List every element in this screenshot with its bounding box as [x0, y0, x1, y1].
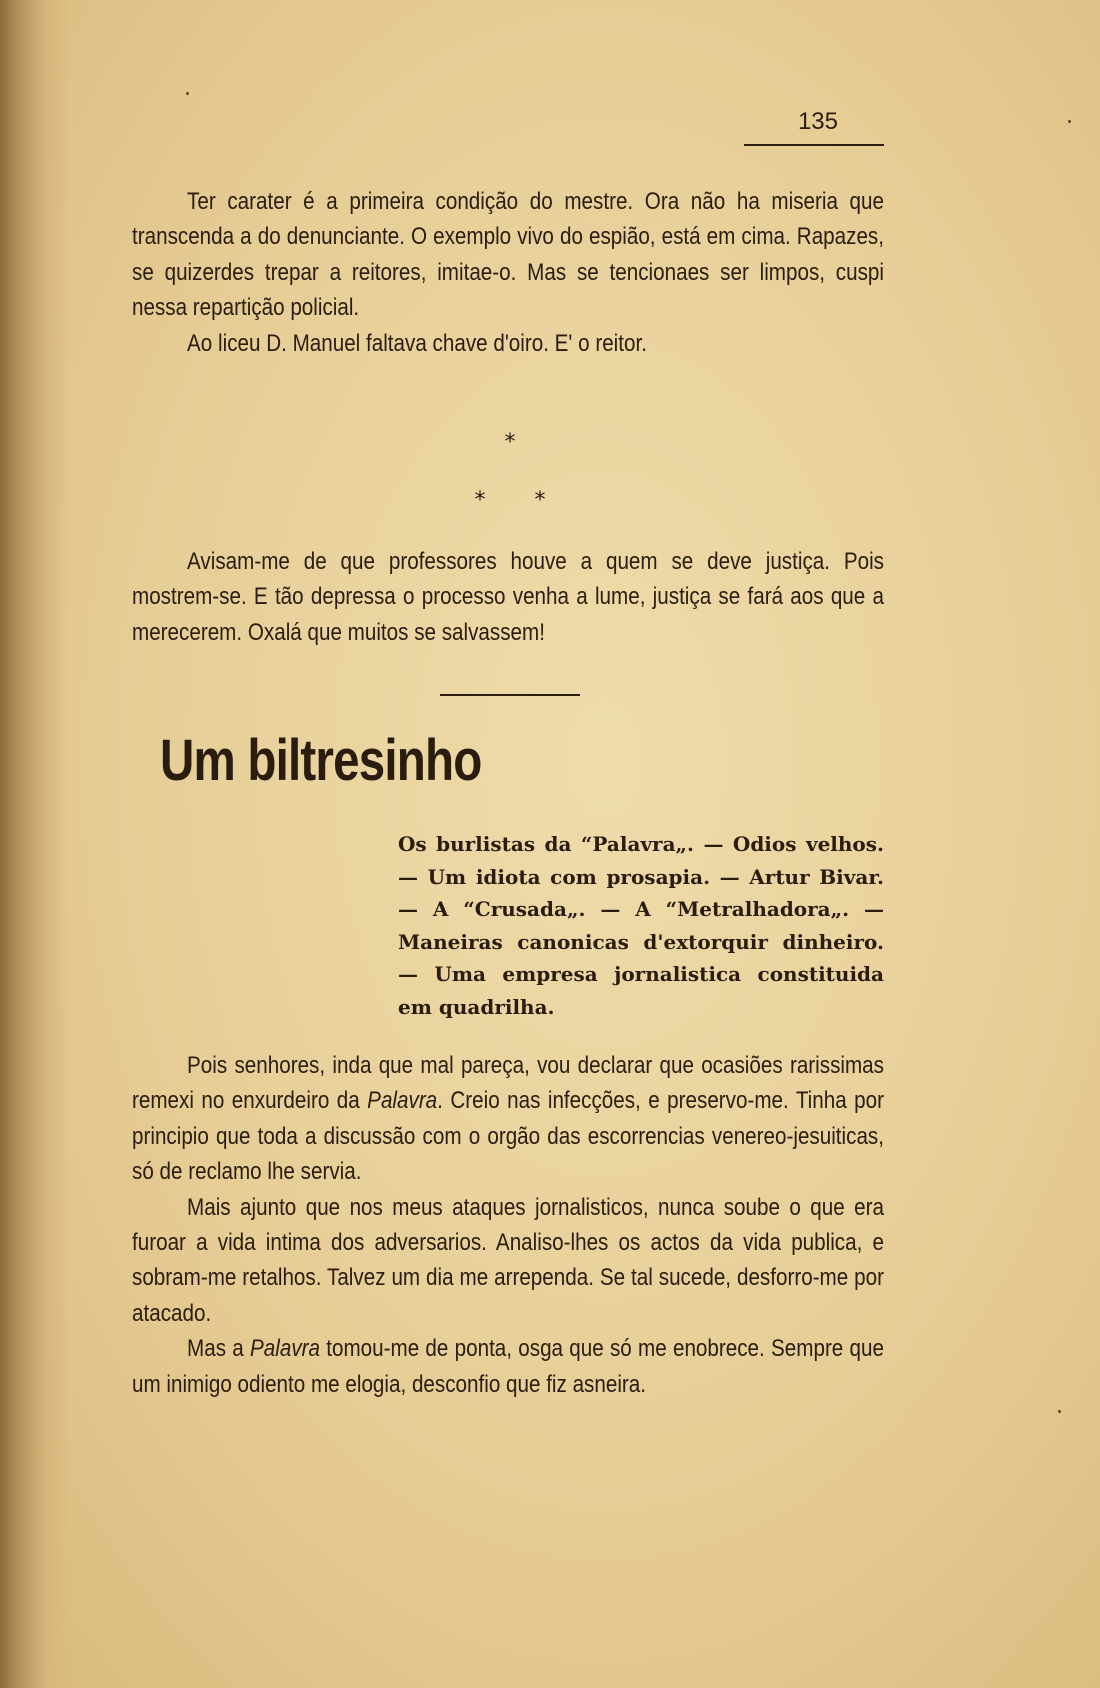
asterism-bottom: * * — [474, 488, 546, 513]
publication-name: Palavra — [367, 1087, 438, 1115]
section-divider — [440, 694, 580, 696]
paper-speck — [1068, 120, 1071, 123]
paragraph: Avisam-me de que professores houve a quem se deve justiça. Pois mostrem-se. E tão depressa o processo venha a lume, justiça se fará aos que a merecerem. Oxalá que muitos se salvassem! — [132, 548, 884, 646]
opening-section — [132, 184, 884, 361]
article-body — [132, 1048, 884, 1402]
publication-name: Palavra — [250, 1335, 321, 1363]
summary-text: Os burlistas da “Palavra„. — Odios velhos. — Um idiota com prosapia. — Artur Bivar. — A “Crusada„. — A “Metralhadora„. — Maneiras canonicas d'extorquir dinheiro. — Uma empresa jornalistica constituida em quadrilha. — [398, 832, 884, 1019]
paragraph: Mas a Palavra tomou-me de ponta, osga que só me enobrece. Sempre que um inimigo odiento me elogia, desconfio que fiz asneira. — [132, 1335, 884, 1398]
paragraph: Pois senhores, inda que mal pareça, vou declarar que ocasiões rarissimas remexi no enxurdeiro da Palavra. Creio nas infecções, e preservo-me. Tinha por principio que toda a discussão com o orgão das escorrencias venereo-jesuiticas, só de reclamo lhe servia. — [132, 1052, 884, 1186]
paper-speck — [1058, 1410, 1061, 1413]
paragraph: Ao liceu D. Manuel faltava chave d'oiro. E' o reitor. — [187, 329, 647, 357]
second-section — [132, 544, 884, 650]
asterism-top: * — [504, 430, 516, 455]
paper-speck — [186, 92, 189, 95]
paragraph: Mais ajunto que nos meus ataques jornalisticos, nunca soube o que era furoar a vida intima dos adversarios. Analiso-lhes os actos da vida publica, e sobram-me retalhos. Talvez um dia me arrependa. Se tal sucede, desforro-me por atacado. — [132, 1193, 884, 1327]
page-number: 135 — [797, 108, 838, 135]
paragraph: Ter carater é a primeira condição do mestre. Ora não ha miseria que transcenda a do denunciante. O exemplo vivo do espião, está em cima. Rapazes, se quizerdes trepar a reitores, imitae-o. Mas se tencionaes ser limpos, cuspi nessa repartição policial. — [132, 188, 884, 322]
article-title: Um biltresinho — [160, 728, 482, 793]
article-summary — [398, 828, 884, 1024]
header-rule — [744, 144, 884, 146]
binding-gutter — [0, 0, 70, 1688]
